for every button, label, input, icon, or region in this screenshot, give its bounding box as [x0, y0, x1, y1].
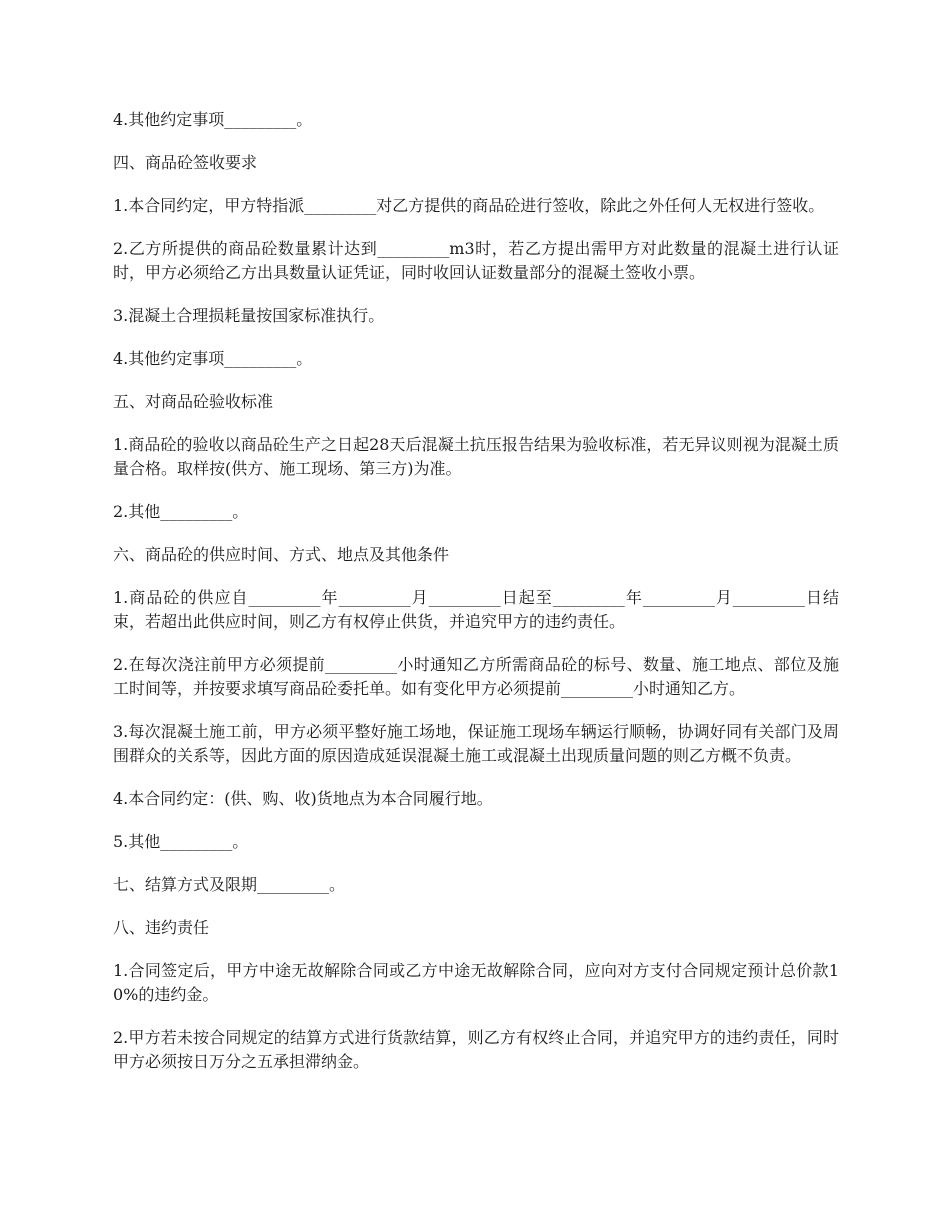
- section-heading-4: 四、商品砼签收要求: [113, 153, 258, 172]
- clause-6-5: 5.其他_________。: [113, 832, 249, 851]
- clause-6-3: 3.每次混凝土施工前，甲方必须平整好施工场地，保证施工现场车辆运行顺畅，协调好同有关部门及周围群众的关系等，因此方面的原因造成延误混凝土施工或混凝土出现质量问题的则乙方概不负责。: [113, 722, 839, 765]
- section-heading-5: 五、对商品砼验收标准: [113, 392, 274, 411]
- section-heading-8: 八、违约责任: [113, 918, 210, 937]
- clause-6-2: 2.在每次浇注前甲方必须提前_________小时通知乙方所需商品砼的标号、数量、施工地点、部位及施工时间等，并按要求填写商品砼委托单。如有变化甲方必须提前_________小时通知乙方。: [113, 655, 839, 698]
- section-heading-6: 六、商品砼的供应时间、方式、地点及其他条件: [113, 545, 450, 564]
- clause-6-4: 4.本合同约定：(供、购、收)货地点为本合同履行地。: [113, 789, 493, 808]
- clause-4-2: 2.乙方所提供的商品砼数量累计达到_________m3时，若乙方提出需甲方对此数量的混凝土进行认证时，甲方必须给乙方出具数量认证凭证，同时收回认证数量部分的混凝土签收小票。: [113, 239, 839, 282]
- clause-4-1: 1.本合同约定，甲方特指派_________对乙方提供的商品砼进行签收，除此之外任何人无权进行签收。: [113, 196, 825, 215]
- clause-8-1: 1.合同签定后，甲方中途无故解除合同或乙方中途无故解除合同，应向对方支付合同规定预计总价款10%的违约金。: [113, 961, 839, 1004]
- clause-6-1: 1.商品砼的供应自_________年_________月_________日起至_________年_________月_________日结束，若超出此供应时间，则乙方有权停止供货，并追究甲方的违约责任。: [113, 588, 839, 631]
- clause-4-3: 3.混凝土合理损耗量按国家标准执行。: [113, 306, 385, 325]
- clause-8-2: 2.甲方若未按合同规定的结算方式进行货款结算，则乙方有权终止合同，并追究甲方的违约责任，同时甲方必须按日万分之五承担滞纳金。: [113, 1028, 839, 1071]
- clause-5-2: 2.其他_________。: [113, 502, 249, 521]
- section-heading-7: 七、结算方式及限期_________。: [113, 875, 346, 894]
- clause-4-4: 4.其他约定事项_________。: [113, 349, 313, 368]
- clause-other-items-3: 4.其他约定事项_________。: [113, 110, 313, 129]
- clause-5-1: 1.商品砼的验收以商品砼生产之日起28天后混凝土抗压报告结果为验收标准，若无异议则视为混凝土质量合格。取样按(供方、施工现场、第三方)为准。: [113, 435, 839, 478]
- document-page: [113, 108, 839, 1093]
